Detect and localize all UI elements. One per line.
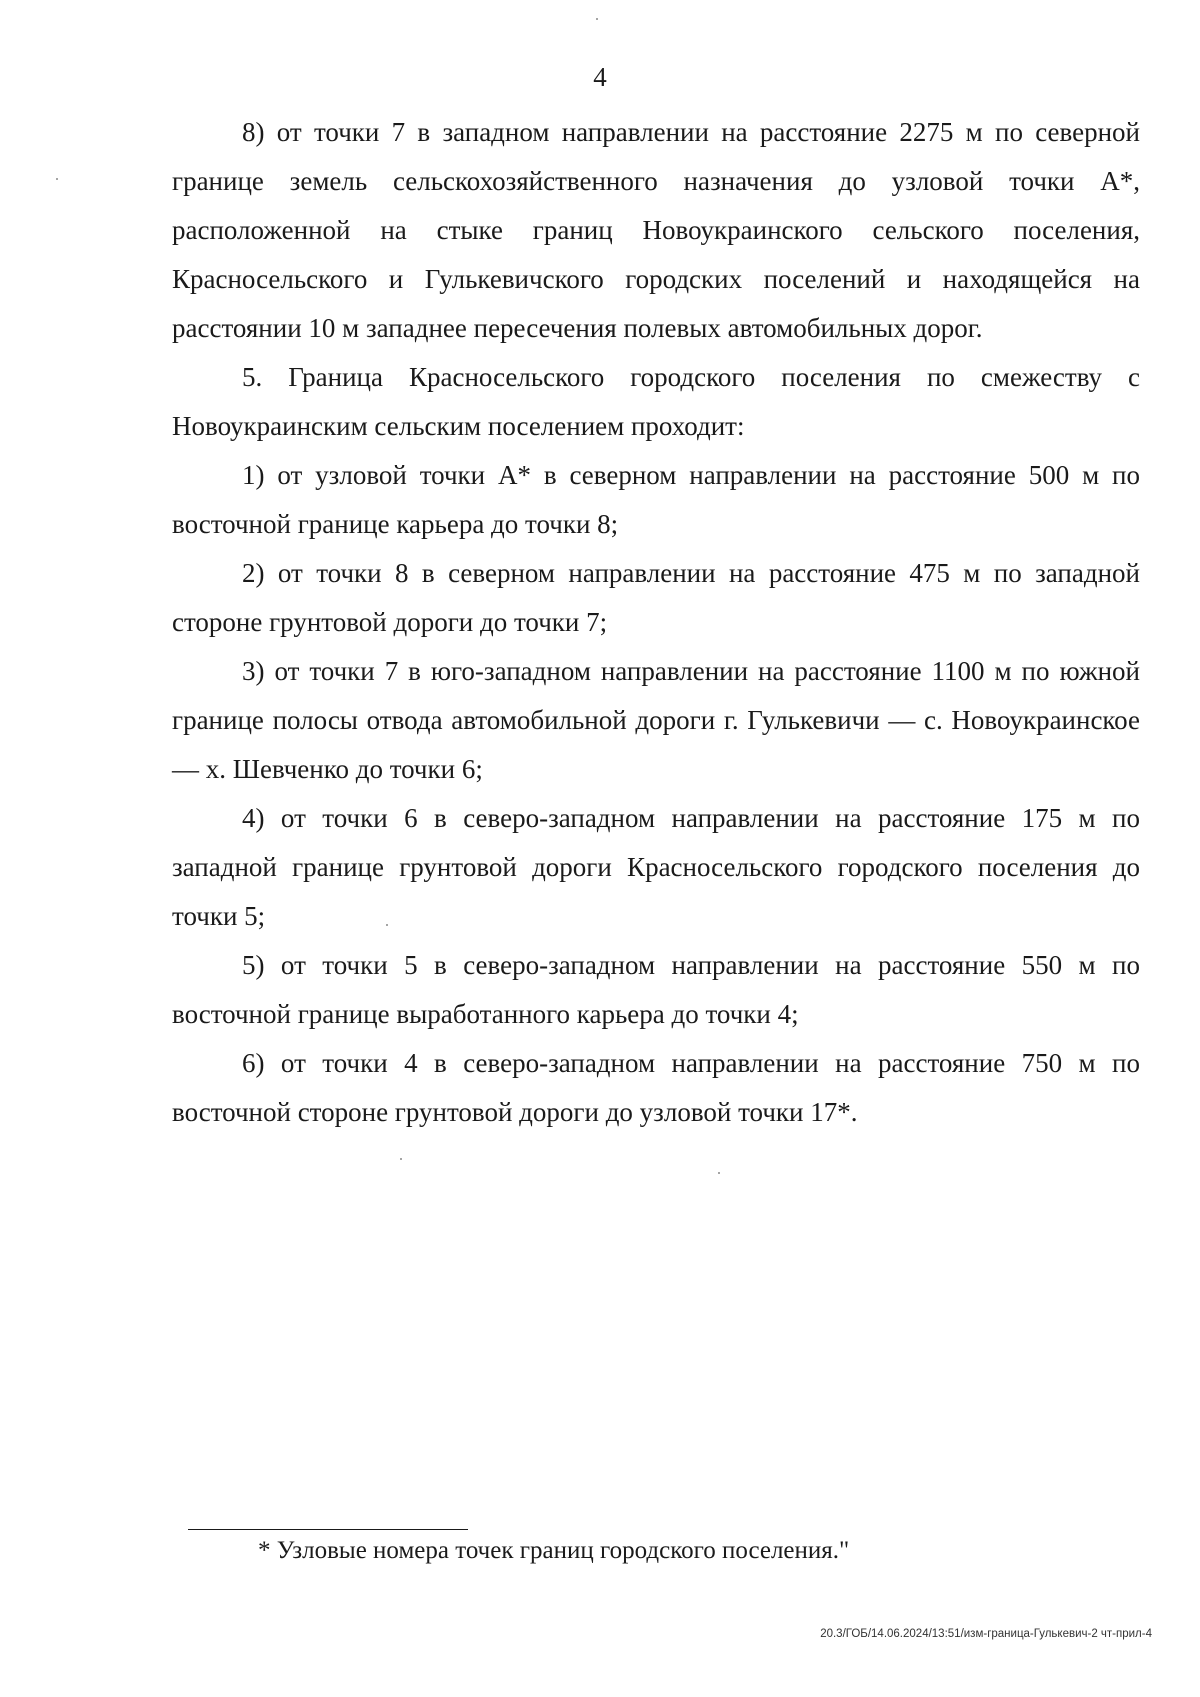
footnote-separator <box>188 1529 468 1530</box>
document-code: 20.3/ГОБ/14.06.2024/13:51/изм-граница-Гулькевич-2 чт-прил-4 <box>820 1628 1152 1640</box>
scan-speck <box>400 1158 402 1160</box>
paragraph-section-5: 5. Граница Красносельского городского поселения по смежеству с Новоукраинским сельским поселением проходит: <box>172 362 1140 441</box>
paragraph-item-6: 6) от точки 4 в северо-западном направлении на расстояние 750 м по восточной стороне грунтовой дороги до узловой точки 17*. <box>172 1048 1140 1127</box>
paragraph-item-3: 3) от точки 7 в юго-западном направлении на расстояние 1100 м по южной границе полосы отвода автомобильной дороги г. Гулькевичи — с. Новоукраинское — х. Шевченко до точки 6; <box>172 656 1140 784</box>
paragraph-item-5: 5) от точки 5 в северо-западном направлении на расстояние 550 м по восточной границе выработанного карьера до точки 4; <box>172 950 1140 1029</box>
scan-speck <box>386 924 388 926</box>
paragraph-item-2: 2) от точки 8 в северном направлении на расстояние 475 м по западной стороне грунтовой дороги до точки 7; <box>172 558 1140 637</box>
scan-speck <box>596 18 598 20</box>
scan-speck <box>718 1172 720 1174</box>
footnote: * Узловые номера точек границ городского поселения." <box>258 1537 850 1564</box>
paragraph-point-8: 8) от точки 7 в западном направлении на расстояние 2275 м по северной границе земель сельскохозяйственного назначения до узловой точки А*, расположенной на стыке границ Новоукраинского сельского поселения, Красносельского и Гулькевичского городских поселений и находящейся на расстоянии 10 м западнее пересечения полевых автомобильных дорог. <box>172 117 1140 343</box>
page-number: 4 <box>593 62 607 92</box>
paragraph-item-4: 4) от точки 6 в северо-западном направлении на расстояние 175 м по западной границе грунтовой дороги Красносельского городского поселения до точки 5; <box>172 803 1140 931</box>
paragraph-item-1: 1) от узловой точки А* в северном направлении на расстояние 500 м по восточной границе карьера до точки 8; <box>172 460 1140 539</box>
document-body <box>172 108 1140 1137</box>
scan-speck <box>56 178 58 180</box>
